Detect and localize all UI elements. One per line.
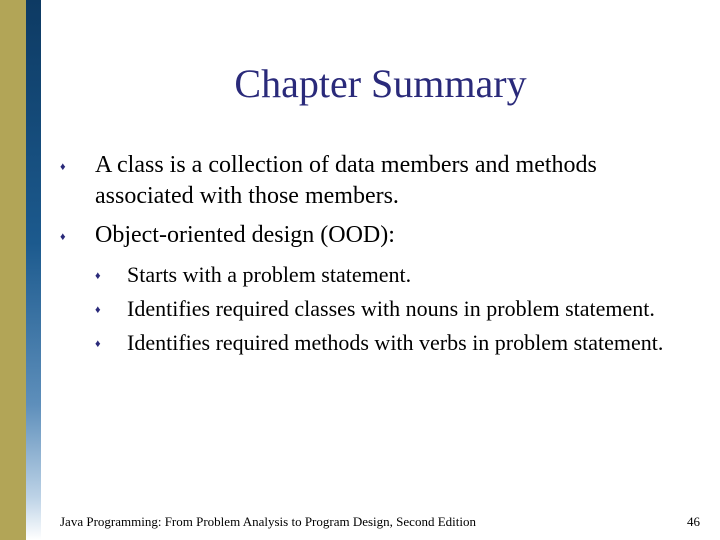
page-number: 46 [687,514,700,529]
diamond-bullet-icon: ♦ [60,161,66,173]
bullet-list [60,150,700,365]
slide-title: Chapter Summary [234,61,527,106]
diamond-bullet-icon: ♦ [95,270,101,282]
bullet-item [60,150,700,212]
bullet-item [60,220,700,357]
decorative-stripe-blue [26,0,41,540]
sub-bullet-text: Identifies required classes with nouns in problem statement. [127,296,655,321]
sub-bullet-text: Starts with a problem statement. [127,262,412,287]
decorative-stripe-olive [0,0,26,540]
diamond-bullet-icon: ♦ [95,304,101,316]
sub-bullet-list [95,261,700,357]
slide-footer: Java Programming: From Problem Analysis to Program Design, Second Edition [60,514,476,529]
sub-bullet-item [95,295,700,323]
diamond-bullet-icon: ♦ [60,231,66,243]
diamond-bullet-icon: ♦ [95,338,101,350]
sub-bullet-item [95,329,700,357]
bullet-text: Object-oriented design (OOD): [95,222,395,248]
sub-bullet-text: Identifies required methods with verbs in problem statement. [127,330,664,355]
bullet-text: A class is a collection of data members and methods associated with those members. [95,152,597,209]
sub-bullet-item [95,261,700,289]
